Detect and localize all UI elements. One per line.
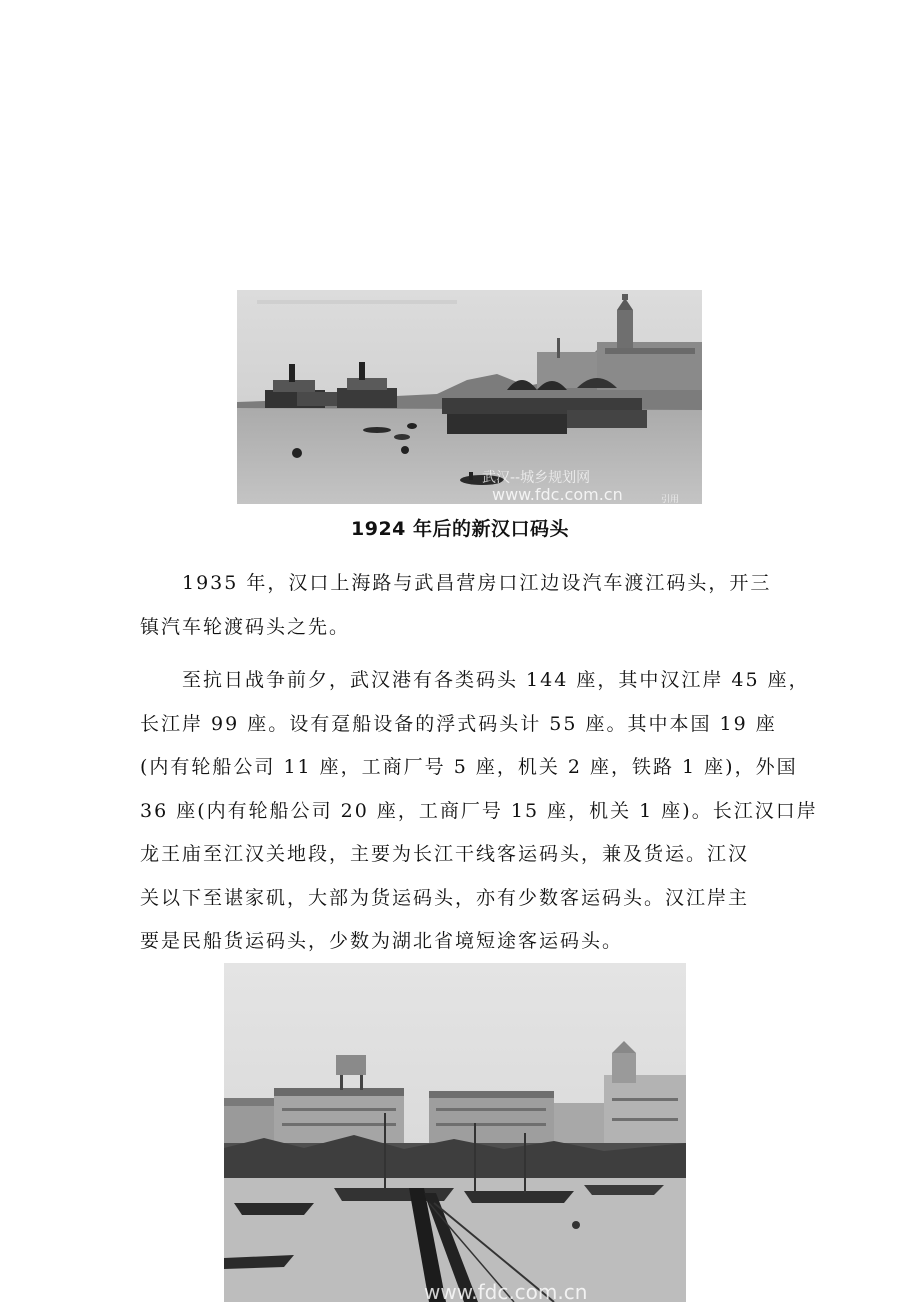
paragraph-line: 镇汽车轮渡码头之先。 — [140, 615, 351, 638]
paragraph-line: 36 座(内有轮船公司 20 座，工商厂号 15 座，机关 1 座)。长江汉口岸 — [140, 799, 818, 822]
paragraph-line: 龙王庙至江汉关地段，主要为长江干线客运码头，兼及货运。江汉 — [140, 843, 750, 865]
paragraph-line: 1935 年，汉口上海路与武昌营房口江边设汽车渡江码头，开三 — [182, 572, 772, 594]
paragraph-line: 关以下至谌家矶，大部为货运码头，亦有少数客运码头。汉江岸主 — [140, 886, 750, 909]
photo-caption: 1924 年后的新汉口码头 — [351, 518, 569, 540]
paragraph-line: 要是民船货运码头，少数为湖北省境短途客运码头。 — [140, 930, 624, 952]
paragraph-ferry-pier — [140, 562, 790, 649]
paragraph-line: (内有轮船公司 11 座，工商厂号 5 座，机关 2 座，铁路 1 座)，外国 — [140, 756, 798, 778]
photo1-watermark-cn: 武汉--城乡规划网 — [482, 470, 591, 486]
pier-photo-1924 — [237, 290, 702, 504]
riverfront-pier-photo-image — [224, 963, 686, 1302]
pier-photo-1924-image — [237, 290, 702, 504]
photo1-watermark-note: 引用 — [661, 495, 680, 504]
paragraph-line: 至抗日战争前夕，武汉港有各类码头 144 座，其中汉江岸 45 座， — [182, 669, 810, 691]
paragraph-wuhan-port-piers — [140, 659, 818, 964]
paragraph-line: 长江岸 99 座。设有趸船设备的浮式码头计 55 座。其中本国 19 座 — [140, 712, 777, 735]
riverfront-pier-photo — [224, 963, 686, 1302]
photo2-watermark-url: www.fdc.com.cn — [424, 1280, 588, 1302]
photo1-watermark-url: www.fdc.com.cn — [492, 485, 623, 504]
